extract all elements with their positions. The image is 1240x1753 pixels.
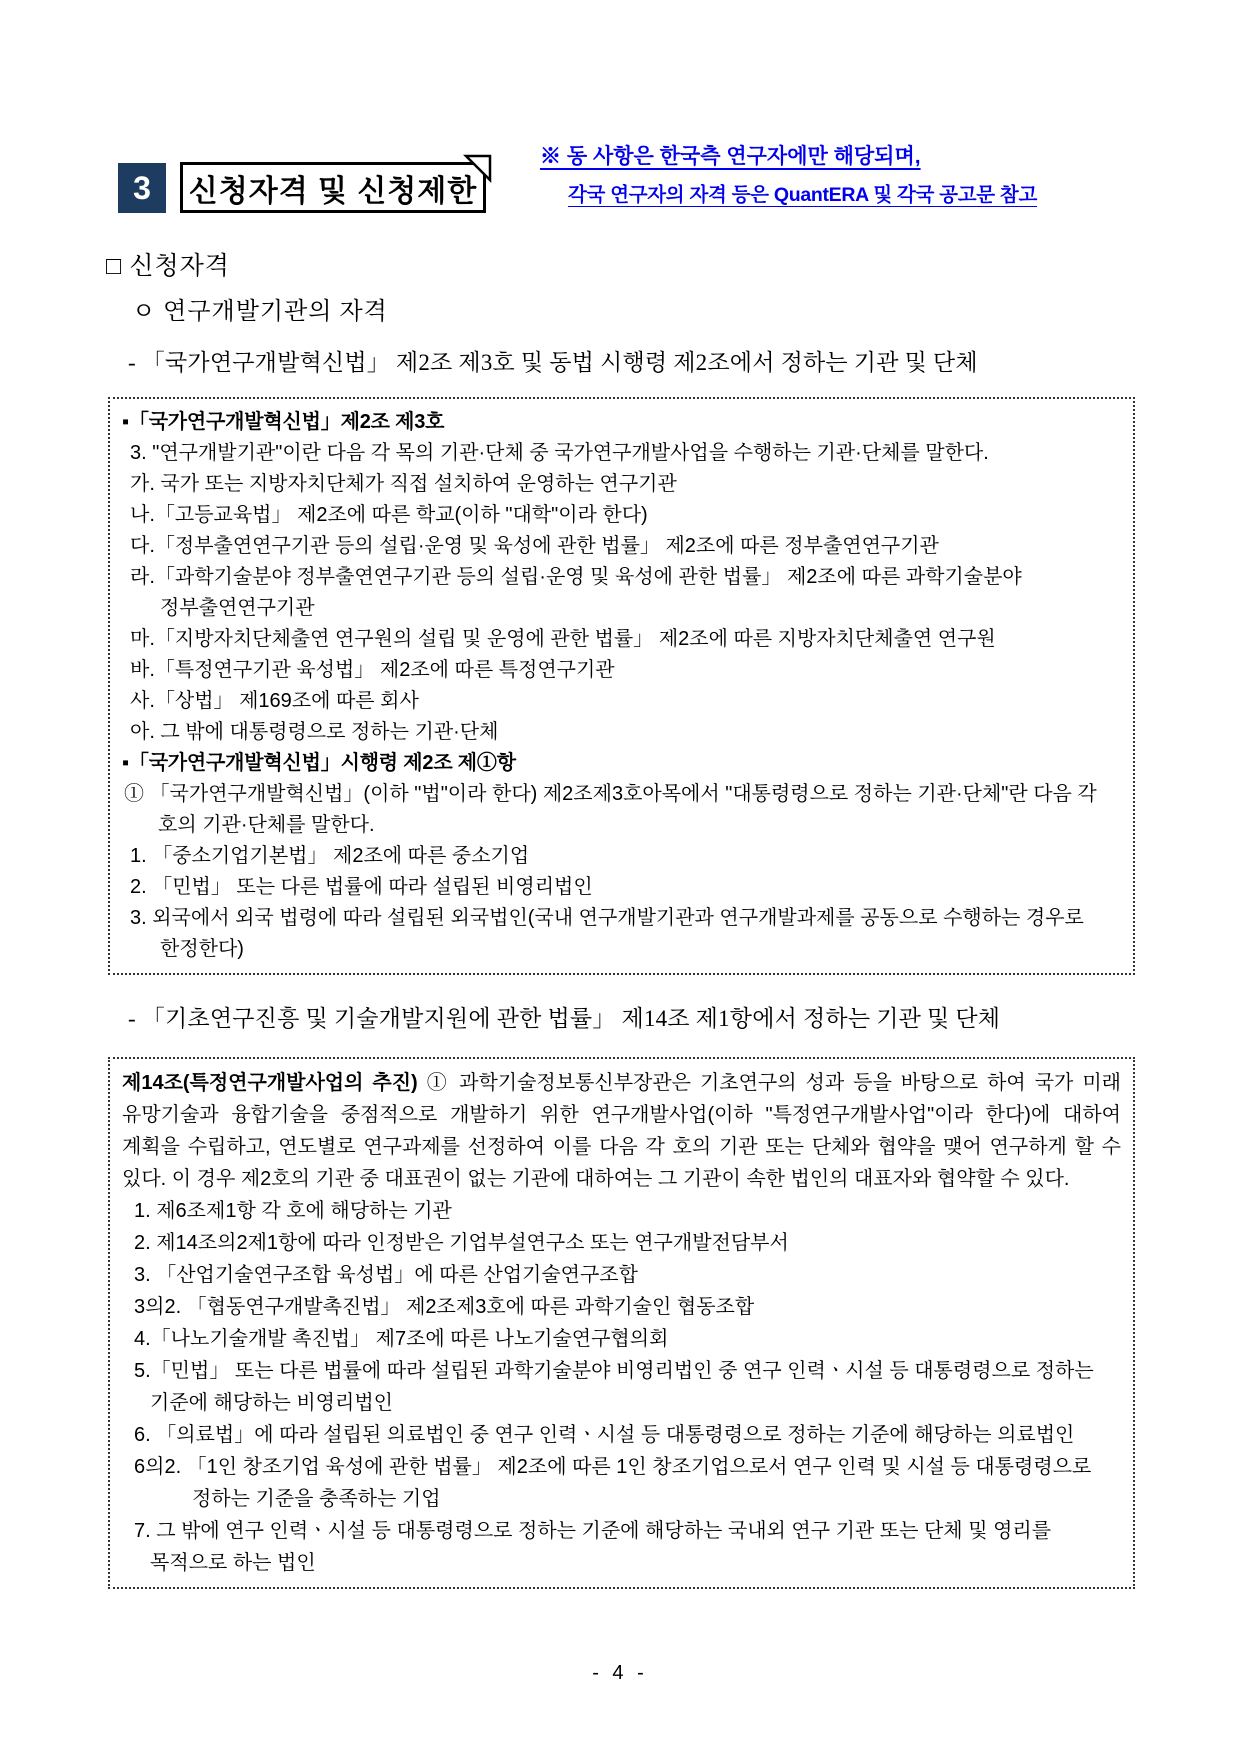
korea-researchers-note <box>540 138 1160 214</box>
law-line: 나.「고등교육법」 제2조에 따른 학교(이하 "대학"이라 한다) <box>130 504 648 526</box>
law-line: 3. 외국에서 외국 법령에 따라 설립된 외국법인(국내 연구개발기관과 연구개발과제를 공동으로 수행하는 경우로 한정한다) <box>130 907 1084 960</box>
law-line: 1. 제6조제1항 각 호에 해당하는 기관 <box>134 1200 452 1222</box>
law-article-title: 제14조(특정연구개발사업의 추진) <box>122 1072 418 1094</box>
note-line-1: ※ 동 사항은 한국측 연구자에만 해당되며, <box>540 145 921 168</box>
section-title-box <box>180 162 486 213</box>
folded-corner-icon <box>463 153 493 183</box>
section-title: 신청자격 및 신청제한 <box>188 174 478 208</box>
law-line: 7. 그 밖에 연구 인력ㆍ시설 등 대통령령으로 정하는 기준에 해당하는 국내외 연구 기관 또는 단체 및 영리를 목적으로 하는 법인 <box>134 1520 1052 1574</box>
law-line: 사.「상법」 제169조에 따른 회사 <box>130 690 419 712</box>
law-line: 6. 「의료법」에 따라 설립된 의료법인 중 연구 인력ㆍ시설 등 대통령령으로 정하는 기준에 해당하는 의료법인 <box>134 1424 1075 1446</box>
law-line: 2. 제14조의2제1항에 따라 인정받은 기업부설연구소 또는 연구개발전담부서 <box>134 1232 789 1254</box>
law-line: 다.「정부출연연구기관 등의 설립·운영 및 육성에 관한 법률」 제2조에 따른 정부출연연구기관 <box>130 535 939 557</box>
law-line: 마.「지방자치단체출연 연구원의 설립 및 운영에 관한 법률」 제2조에 따른 지방자치단체출연 연구원 <box>130 628 996 650</box>
note-line-2: 각국 연구자의 자격 등은 QuantERA 및 각국 공고문 참고 <box>568 184 1037 206</box>
law-line: 아. 그 밖에 대통령령으로 정하는 기관·단체 <box>130 721 499 743</box>
law-line: 6의2. 「1인 창조기업 육성에 관한 법률」 제2조에 따른 1인 창조기업으로서 연구 인력 및 시설 등 대통령령으로 정하는 기준을 충족하는 기업 <box>134 1456 1092 1510</box>
law-reference-basic-research-act: - 「기초연구진흥 및 기술개발지원에 관한 법률」 제14조 제1항에서 정하는 기관 및 단체 <box>128 1006 1001 1031</box>
law-box-innovation-act <box>108 397 1135 975</box>
law-heading: ▪「국가연구개발혁신법」시행령 제2조 제①항 <box>122 752 516 774</box>
law-box-basic-research-act <box>108 1057 1135 1589</box>
law-line: ① 「국가연구개발혁신법」(이하 "법"이라 한다) 제2조제3호아목에서 "대통령령으로 정하는 기관·단체"란 다음 각 호의 기관·단체를 말한다. <box>124 783 1097 836</box>
law-line: 4.「나노기술개발 촉진법」 제7조에 따른 나노기술연구협의회 <box>134 1328 669 1350</box>
law-line: 3. 「산업기술연구조합 육성법」에 따른 산업기술연구조합 <box>134 1264 638 1286</box>
page-number: - 4 - <box>592 1662 648 1684</box>
law-line: 라.「과학기술분야 정부출연연구기관 등의 설립·운영 및 육성에 관한 법률」 제2조에 따른 과학기술분야 정부출연연구기관 <box>130 566 1022 619</box>
law-heading: ▪「국가연구개발혁신법」제2조 제3호 <box>122 411 445 433</box>
law-paragraph <box>122 1067 1121 1195</box>
law-reference-innovation-act: - 「국가연구개발혁신법」 제2조 제3호 및 동법 시행령 제2조에서 정하는 기관 및 단체 <box>128 350 978 375</box>
law-article-body: ① 과학기술정보통신부장관은 기초연구의 성과 등을 바탕으로 하여 국가 미래 유망기술과 융합기술을 중점적으로 개발하기 위한 연구개발사업(이하 "특정연구개발사업"이라 한다)에 대하여 계획을 수립하고, 연도별로 연구과제를 선정하여 이를 다음 각 호의 기관 또는 단체와 협약을 맺어 연구하게 할 수 있다. 이 경우 제2호의 기관 중 대표권이 없는 기관에 대하여는 그 기관이 속한 법인의 대표자와 협약할 수 있다. <box>122 1072 1121 1190</box>
law-line: 1. 「중소기업기본법」 제2조에 따른 중소기업 <box>130 845 530 867</box>
law-line: 5.「민법」 또는 다른 법률에 따라 설립된 과학기술분야 비영리법인 중 연구 인력ㆍ시설 등 대통령령으로 정하는 기준에 해당하는 비영리법인 <box>134 1360 1094 1414</box>
law-line: 가. 국가 또는 지방자치단체가 직접 설치하여 운영하는 연구기관 <box>130 473 677 495</box>
law-line: 3의2. 「협동연구개발촉진법」 제2조제3호에 따른 과학기술인 협동조합 <box>134 1296 755 1318</box>
law-line: 2. 「민법」 또는 다른 법률에 따라 설립된 비영리법인 <box>130 876 593 898</box>
heading-rnd-institution-qualification: ㅇ 연구개발기관의 자격 <box>132 299 388 325</box>
law-line: 바.「특정연구기관 육성법」 제2조에 따른 특정연구기관 <box>130 659 615 681</box>
law-line: 3. "연구개발기관"이란 다음 각 목의 기관·단체 중 국가연구개발사업을 수행하는 기관·단체를 말한다. <box>130 442 989 464</box>
section-number-badge: 3 <box>118 163 166 213</box>
heading-application-qualification: □ 신청자격 <box>106 253 230 280</box>
